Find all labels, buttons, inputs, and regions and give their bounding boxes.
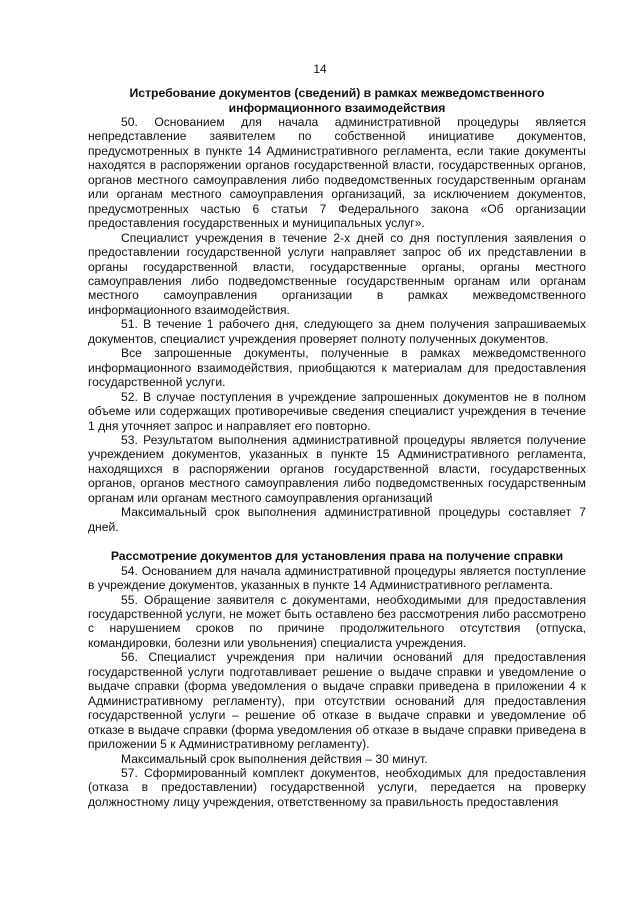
paragraph-50-request: Специалист учреждения в течение 2-х дней со дня поступления заявления о предоставлении государственной услуги направляет запрос об их представлении в органы государственной власти, государственные органы, органы местного самоуправления либо подведомственные государственным органам или органам местного самоуправления организации в рамках межведомственного информационного взаимодействия. xyxy=(88,230,586,317)
paragraph-56: 56. Специалист учреждения при наличии оснований для предоставления государственной услуги подготавливает решение о выдаче справки и уведомление о выдаче справки (форма уведомления о выдаче справки приведена в приложении 4 к Административному регламенту), при отсутствии оснований для предоставления государственной услуги – решение об отказе в выдаче справки и уведомление об отказе в выдаче справки (форма уведомления об отказе в выдаче справки приведена в приложении 5 к Административному регламенту). xyxy=(88,650,586,752)
section-heading-review: Рассмотрение документов для установления права на получение справки xyxy=(110,549,564,564)
paragraph-53-deadline: Максимальный срок выполнения административной процедуры составляет 7 дней. xyxy=(88,505,586,534)
section-heading-requisition: Истребование документов (сведений) в рамках межведомственного информационного взаимодействия xyxy=(129,86,545,115)
paragraph-56-deadline: Максимальный срок выполнения действия – 30 минут. xyxy=(121,751,428,766)
paragraph-57: 57. Сформированный комплект документов, необходимых для предоставления (отказа в предоставлении) государственной услуги, передается на проверку должностному лицу учреждения, ответственному за правильность предоставления xyxy=(88,765,586,809)
paragraph-55: 55. Обращение заявителя с документами, необходимыми для предоставления государственной услуги, не может быть оставлено без рассмотрения либо рассмотрено с нарушением сроков по причине продолжительного отсутствия (отпуска, командировки, болезни или увольнения) специалиста учреждения. xyxy=(88,592,586,650)
paragraph-51-attach: Все запрошенные документы, полученные в рамках межведомственного информационного взаимодействия, приобщаются к материалам для предоставления государственной услуги. xyxy=(88,346,586,390)
paragraph-51: 51. В течение 1 рабочего дня, следующего за днем получения запрашиваемых документов, специалист учреждения проверяет полноту полученных документов. xyxy=(88,317,586,346)
paragraph-50: 50. Основанием для начала административной процедуры является непредставление заявителем по собственной инициативе документов, предусмотренных в пункте 14 Административного регламента, если такие документы находятся в распоряжении органов государственной власти, государственных органов, органов местного самоуправления либо подведомственных государственным органам или органам местного самоуправления организаций, за исключением документов, предусмотренных частью 6 статьи 7 Федерального закона «Об организации предоставления государственных и муниципальных услуг». xyxy=(88,115,586,231)
paragraph-52: 52. В случае поступления в учреждение запрошенных документов не в полном объеме или содержащих противоречивые сведения специалист учреждения в течение 1 дня уточняет запрос и направляет его повторно. xyxy=(88,389,586,433)
paragraph-53: 53. Результатом выполнения административной процедуры является получение учреждением документов, указанных в пункте 15 Административного регламента, находящихся в распоряжении органов государственной власти, государственных органов, органов местного самоуправления либо подведомственных государственным органам или органам местного самоуправления организаций xyxy=(88,432,586,505)
document-body xyxy=(88,86,586,809)
page-number: 14 xyxy=(313,62,327,76)
paragraph-54: 54. Основанием для начала административной процедуры является поступление в учреждение документов, указанных в пункте 14 Административного регламента. xyxy=(88,563,586,593)
